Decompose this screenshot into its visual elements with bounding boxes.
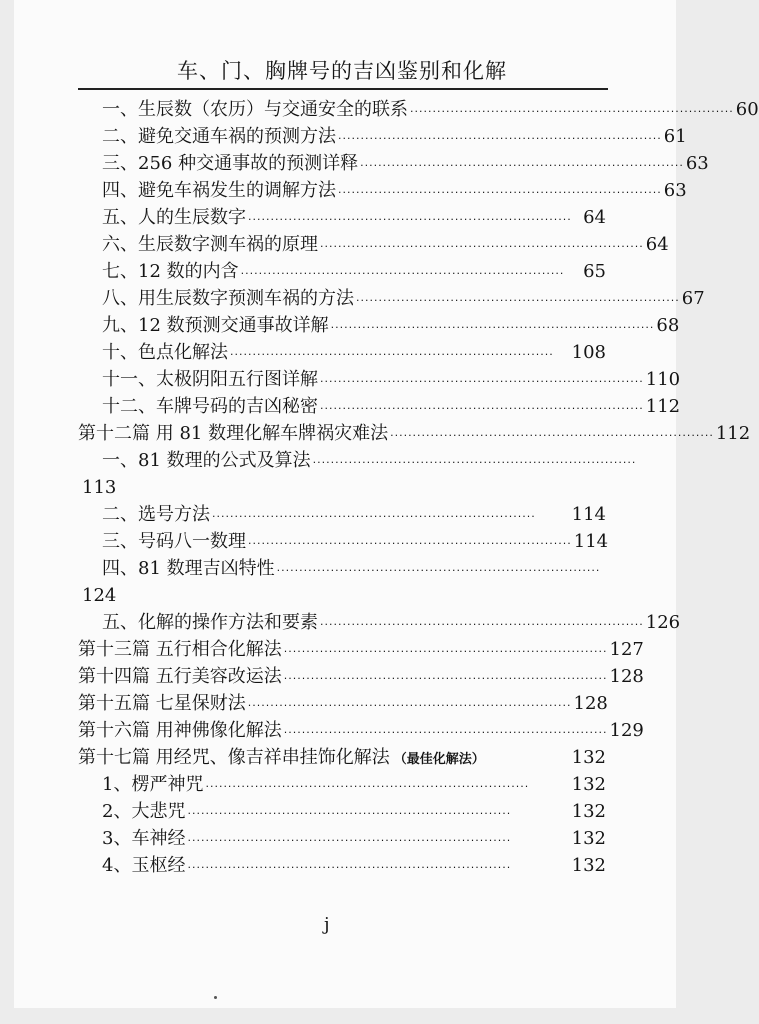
toc-entry-page: 114 [571,504,606,525]
dot-leader: ········································································ [338,186,662,199]
toc-entry[interactable] [102,772,606,798]
dot-leader: ········································································ [283,672,608,685]
dot-leader: ········································································ [283,645,608,658]
toc-entry[interactable] [102,394,681,420]
toc-entry-title: 2、大悲咒 [102,801,186,822]
toc-entry-page: 132 [571,855,606,876]
toc-entry[interactable] [102,259,606,285]
toc-entry[interactable] [102,340,606,366]
toc-entry-page: 64 [645,234,669,255]
dot-leader: ········································································ [390,429,714,442]
toc-entry-title: 三、号码八一数理 [102,531,246,552]
toc-entry[interactable] [102,826,606,852]
toc-chapter-title: 第十五篇 七星保财法 [78,693,246,714]
toc-entry-title: 三、256 种交通事故的预测详释 [102,153,359,174]
toc-entry[interactable] [102,853,606,879]
toc-entry-title: 二、选号方法 [102,504,210,525]
toc-entry-page: 108 [571,342,606,363]
dot-leader: ········································································ [187,861,512,874]
dot-leader: ········································································ [187,834,512,847]
toc-chapter-page: 128 [573,693,608,714]
toc-chapter[interactable] [78,691,606,717]
toc-entry-title: 十一、太极阴阳五行图详解 [102,369,318,390]
dot-leader: ········································································ [276,564,601,577]
toc-entry-title: 一、81 数理的公式及算法 [102,450,311,471]
toc-chapter-note: （最佳化解法） [393,752,485,767]
dot-leader: ········································································ [248,537,572,550]
toc-entry-page: 65 [583,261,606,282]
toc-entry[interactable] [102,448,637,474]
toc-chapter[interactable] [78,664,644,690]
toc-entry-title: 五、人的生辰数字 [102,207,246,228]
dot-leader: ········································································ [338,132,662,145]
toc-entry-page: 113 [82,477,117,498]
running-header: 车、门、胸牌号的吉凶鉴别和化解 [177,59,507,83]
dot-leader: ········································································ [240,267,565,280]
toc-entry[interactable] [102,529,609,555]
toc-entry[interactable] [102,286,705,312]
toc-entry-page: 110 [645,369,681,390]
dot-leader: ········································································ [187,807,512,820]
toc-entry[interactable] [102,502,606,528]
toc-entry-page: 114 [573,531,609,552]
toc-entry-title: 八、用生辰数字预测车祸的方法 [102,288,354,309]
toc-entry-title: 4、玉枢经 [102,855,186,876]
toc-entry[interactable] [102,151,709,177]
toc-chapter[interactable] [78,718,644,744]
toc-chapter-title: 第十七篇 用经咒、像吉祥串挂饰化解法 [78,747,390,768]
toc-chapter-title: 第十二篇 用 81 数理化解车牌祸灾难法 [78,423,389,444]
toc-entry-title: 一、生辰数（农历）与交通安全的联系 [102,99,408,120]
dot-leader: ········································································ [320,618,644,631]
toc-entry[interactable] [102,178,687,204]
toc-entry-page: 132 [571,774,606,795]
dot-leader: ········································································ [205,780,530,793]
toc-entry[interactable] [102,313,680,339]
dot-leader: ········································································ [248,213,572,226]
toc-chapter[interactable] [78,421,751,447]
toc-entry-title: 四、避免车祸发生的调解方法 [102,180,336,201]
scan-speck [214,996,217,999]
toc-chapter-page: 127 [609,639,644,660]
dot-leader: ········································································ [247,699,572,712]
toc-chapter-page: 112 [715,423,751,444]
toc-entry-page: 64 [583,207,606,228]
page-folio: j [324,914,330,935]
toc-entry-page: 68 [656,315,680,336]
toc-entry-title: 七、12 数的内含 [102,261,239,282]
toc-entry[interactable] [102,97,759,123]
toc-entry[interactable] [102,232,669,258]
toc-entry-title: 3、车神经 [102,828,186,849]
toc-chapter-page: 132 [571,747,606,768]
dot-leader: ········································································ [356,294,680,307]
dot-leader: ········································································ [330,321,655,334]
toc-chapter-title: 第十四篇 五行美容改运法 [78,666,282,687]
toc-entry-page: 112 [645,396,681,417]
dot-leader: ········································································ [312,456,637,469]
dot-leader: ········································································ [360,159,684,172]
toc-entry-title: 二、避免交通车祸的预测方法 [102,126,336,147]
dot-leader: ········································································ [320,402,644,415]
toc-entry[interactable] [102,367,681,393]
toc-entry-title: 四、81 数理吉凶特性 [102,558,275,579]
dot-leader: ········································································ [320,240,644,253]
toc-entry-title: 九、12 数预测交通事故详解 [102,315,329,336]
toc-entry-page: 67 [681,288,705,309]
dot-leader: ········································································ [410,105,734,118]
toc-chapter-title: 第十三篇 五行相合化解法 [78,639,282,660]
toc-chapter-page: 128 [609,666,644,687]
toc-entry[interactable] [102,205,606,231]
toc-entry[interactable] [102,556,606,582]
toc-entry-page: 126 [645,612,681,633]
toc-chapter[interactable] [78,637,644,663]
dot-leader: ········································································ [212,510,536,523]
toc-entry[interactable] [102,610,681,636]
toc-entry-page: 132 [571,828,606,849]
toc-entry-title: 六、生辰数字测车祸的原理 [102,234,318,255]
toc-entry-page: 60 [735,99,759,120]
toc-entry-title: 十、色点化解法 [102,342,228,363]
toc-chapter-title: 第十六篇 用神佛像化解法 [78,720,282,741]
dot-leader: ········································································ [320,375,644,388]
toc-chapter[interactable] [78,745,606,771]
toc-entry-page: 61 [663,126,687,147]
toc-entry-page: 132 [571,801,606,822]
dot-leader: ········································································ [230,348,554,361]
toc-entry-page: 63 [663,180,687,201]
dot-leader: ········································································ [283,726,608,739]
toc-entry-page: 63 [685,153,709,174]
toc-entry-page: 124 [82,585,117,606]
toc-entry[interactable] [102,124,687,150]
toc-entry-title: 1、楞严神咒 [102,774,204,795]
toc-entry-title: 十二、车牌号码的吉凶秘密 [102,396,318,417]
toc-chapter-page: 129 [609,720,644,741]
toc-entry[interactable] [102,799,606,825]
toc-entry-title: 五、化解的操作方法和要素 [102,612,318,633]
